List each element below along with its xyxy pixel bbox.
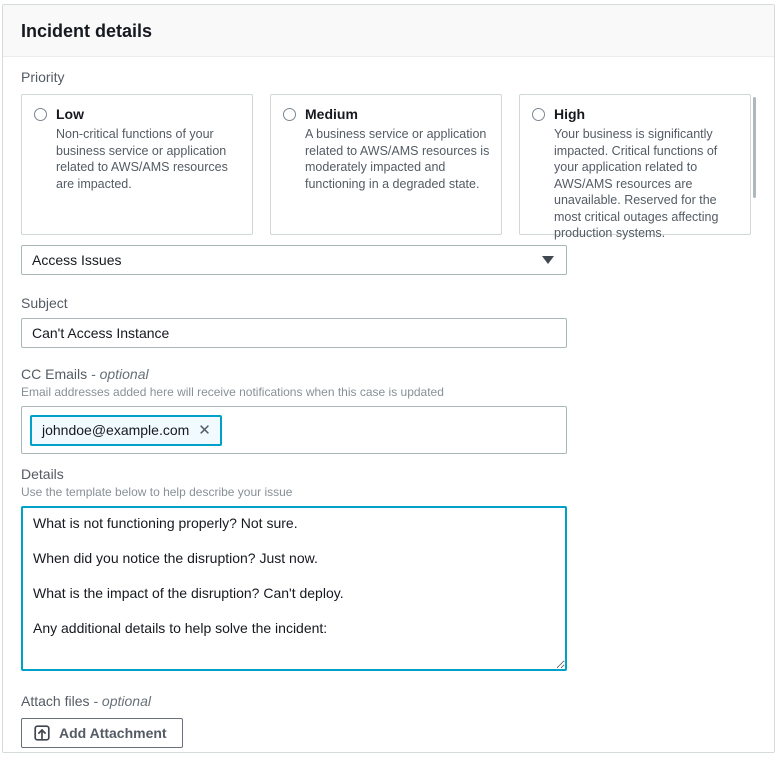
radio-high[interactable]	[532, 108, 545, 121]
panel-header	[3, 5, 774, 57]
cc-emails-helper: Email addresses added here will receive notifications when this case is updated	[21, 385, 444, 399]
category-select[interactable]	[21, 245, 567, 275]
cc-emails-group	[21, 366, 756, 454]
details-textarea[interactable]	[21, 506, 567, 671]
attach-files-group	[21, 693, 756, 748]
priority-card-scrollbar-thumb[interactable]	[753, 97, 756, 198]
details-helper: Use the template below to help describe your issue	[21, 485, 293, 499]
details-label: Details	[21, 466, 64, 482]
close-icon[interactable]: ✕	[198, 420, 211, 439]
upload-icon	[34, 725, 50, 741]
priority-option-label: Low	[56, 106, 84, 122]
cc-emails-label: CC Emails - optional	[21, 366, 149, 382]
optional-suffix: - optional	[93, 693, 151, 709]
attach-files-label: Attach files - optional	[21, 693, 151, 709]
details-group	[21, 466, 756, 671]
priority-option-description: Non-critical functions of your business service or application related to AWS/AMS resources are impacted.	[56, 127, 228, 191]
priority-card-low[interactable]	[21, 94, 253, 235]
subject-label: Subject	[21, 295, 68, 311]
email-token	[30, 415, 222, 446]
caret-down-icon	[542, 256, 554, 264]
subject-input[interactable]	[21, 318, 567, 348]
incident-form	[3, 57, 774, 748]
add-attachment-label: Add Attachment	[59, 725, 167, 741]
incident-details-panel	[2, 4, 775, 753]
category-select-value: Access Issues	[32, 252, 122, 268]
subject-group	[21, 295, 756, 348]
radio-low[interactable]	[34, 108, 47, 121]
priority-option-label: High	[554, 106, 586, 122]
priority-label: Priority	[21, 69, 65, 85]
priority-card-medium[interactable]	[270, 94, 502, 235]
priority-option-description: A business service or application related to AWS/AMS resources is moderately impacted and functioning in a degraded state.	[305, 127, 490, 191]
page-title: Incident details	[21, 21, 153, 41]
optional-suffix: - optional	[91, 366, 149, 382]
add-attachment-button[interactable]	[21, 718, 183, 748]
cc-emails-input[interactable]	[21, 406, 567, 454]
priority-option-description: Your business is significantly impacted. Critical functions of your application related to AWS/AMS resources are unavailable. Reserved for the most critical outages affecting production systems.	[554, 127, 719, 240]
priority-option-group	[21, 94, 751, 240]
email-token-value: johndoe@example.com	[42, 422, 190, 438]
radio-medium[interactable]	[283, 108, 296, 121]
priority-option-label: Medium	[305, 106, 358, 122]
priority-card-high[interactable]	[519, 94, 751, 240]
